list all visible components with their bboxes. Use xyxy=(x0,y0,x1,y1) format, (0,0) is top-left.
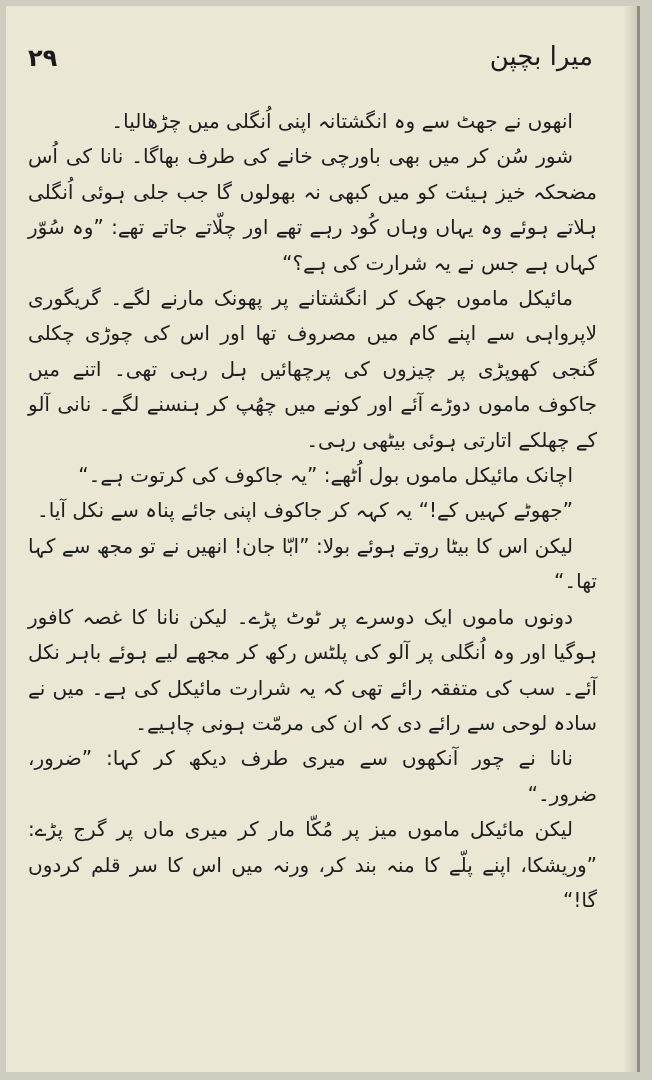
body-text xyxy=(28,104,597,918)
page-number: ۲۹ xyxy=(28,44,58,72)
paragraph-6: لیکن اس کا بیٹا روتے ہوئے بولا: ”ابّا جان! انھیں نے تو مجھ سے کہا تھا۔“ xyxy=(28,533,597,594)
running-title: میرا بچپن xyxy=(489,42,593,72)
paragraph-2: شور سُن کر میں بھی باورچی خانے کی طرف بھاگا۔ نانا کی اُس مضحکہ خیز ہیئت کو میں کبھی نہ بھولوں گا جب جلی ہوئی اُنگلی ہلاتے ہوئے وہ یہاں وہاں کُود رہے تھے اور چلّاتے جاتے تھے: ”وہ سُوّر کہاں ہے جس نے یہ شرارت کی ہے؟“ xyxy=(28,144,597,275)
book-page xyxy=(6,6,640,1072)
paragraph-3: مائیکل ماموں جھک کر انگشتانے پر پھونک مارنے لگے۔ گریگوری لاپرواہی سے اپنے کام میں مصروف تھا اور اس کی چوڑی چکلی گنجی کھوپڑی پر چیزوں کی پرچھائیں ہل رہی تھی۔ اتنے میں جاکوف ماموں دوڑے آئے اور کونے میں چھُپ کر ہنسنے لگے۔ نانی آلو کے چھلکے اتارتی ہوئی بیٹھی رہی۔ xyxy=(28,286,597,452)
paragraph-8: نانا نے چور آنکھوں سے میری طرف دیکھ کر کہا: ”ضرور، ضرور۔“ xyxy=(28,746,597,806)
paragraph-1: انھوں نے جھٹ سے وہ انگشتانہ اپنی اُنگلی میں چڑھالیا۔ xyxy=(111,109,573,133)
paragraph-4: اچانک مائیکل ماموں بول اُٹھے: ”یہ جاکوف کی کرتوت ہے۔“ xyxy=(78,463,573,488)
page-header xyxy=(6,6,637,86)
paragraph-7: دونوں ماموں ایک دوسرے پر ٹوٹ پڑے۔ لیکن نانا کا غصہ کافور ہوگیا اور وہ اُنگلی پر آلو کی پلٹس رکھ کر مجھے لیے ہوئے باہر نکل آئے۔ سب کی متفقہ رائے تھی کہ یہ شرارت مائیکل کی ہے۔ میں نے سادہ لوحی سے رائے دی کہ ان کی مرمّت ہونی چاہیے۔ xyxy=(28,604,597,735)
paragraph-9: لیکن مائیکل ماموں میز پر مُکّا مار کر میری ماں پر گرج پڑے: ”وریشکا، اپنے پلّے کا منہ بند کر، ورنہ میں اس کا سر قلم کردوں گا!“ xyxy=(28,817,597,912)
paragraph-5: ”جھوٹے کہیں کے!“ یہ کہہ کر جاکوف اپنی جائے پناہ سے نکل آیا۔ xyxy=(37,498,573,523)
